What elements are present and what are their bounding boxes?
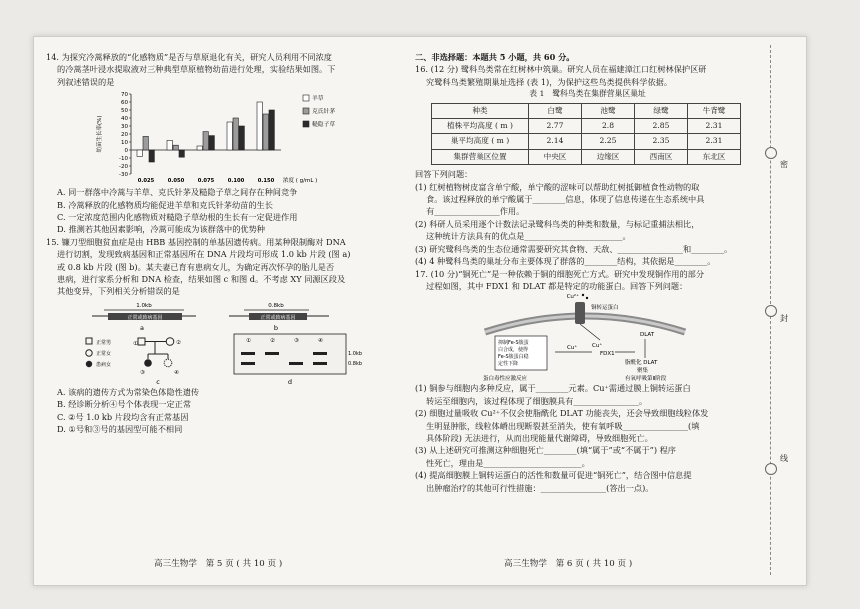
q15-option-a: A. 该病的遗传方式为常染色体隐性遗传: [57, 386, 200, 397]
bar: [257, 102, 262, 150]
fig-a-letter: a: [140, 323, 144, 332]
y-tick-label: 20: [121, 132, 128, 139]
table-cell: 中央区: [529, 149, 582, 164]
gel-lane-3: ③: [294, 337, 299, 344]
q15-option-b: B. 经诊断分析④号个体表现一定正常: [57, 399, 192, 410]
y-tick-label: 0: [124, 148, 128, 155]
table-header: 绿鹭: [635, 103, 688, 118]
q14-stem-2: 的冷蒿茎叶浸水提取液对三种典型草原植物幼苗进行处理，实验结果如图。下: [57, 64, 336, 75]
x-tick-label: 0.025: [137, 178, 155, 185]
q15-option-d: D. ①号和③号的基因型可能不相同: [57, 424, 183, 435]
q15-stem-2: 进行切割，发现致病基因和正常基因所在 DNA 片段均可形成 1.0 kb 片段 (图 a): [57, 249, 351, 260]
bar: [179, 150, 184, 157]
x-tick-label: 0.150: [257, 178, 275, 185]
q14-option-d: D. 推测若其他因素影响，冷蒿可能成为该群落中的优势种: [57, 224, 265, 235]
gel-band: [289, 362, 303, 365]
bar: [209, 136, 214, 150]
pedigree-num-2: ②: [176, 339, 181, 346]
x-tick-label: 0.075: [197, 178, 215, 185]
y-tick-label: 10: [121, 140, 128, 147]
q15-stem-1: 15. 镰刀型细胞贫血症是由 HBB 基因控制的单基因遗传病。用某种限制酶对 DNA: [46, 236, 346, 247]
copper-transporter: [575, 302, 585, 324]
x-tick-label: 0.100: [227, 178, 245, 185]
table-cell: 2.8: [582, 119, 635, 134]
legend-normal-female: 正常女: [96, 350, 112, 357]
q17-sub-4b: 出肿瘤治疗的其他可行性措施：________________(答出一点)。: [426, 482, 654, 493]
agg-label: 脂酰化 DLAT: [625, 360, 658, 367]
band-label-1kb: 1.0kb: [348, 350, 363, 357]
y-axis-label: 幼苗生长率(%): [97, 115, 103, 153]
gel-band: [313, 362, 327, 365]
pedigree-2: [166, 338, 174, 346]
pedigree-1: [138, 338, 145, 345]
q17-stem-1: 17. (10 分)“铜死亡”是一种依赖于铜的细胞死亡方式。研究中发现铜作用的部分: [415, 268, 705, 279]
table-cell: 2.35: [635, 134, 688, 149]
bar: [149, 150, 154, 162]
bar: [263, 114, 268, 150]
table-header: 池鹭: [582, 103, 635, 118]
q15-stem-3: 或 0.8 kb 片段 (图 b)。某夫妻已育有患病女儿，为确定再次怀孕的胎儿是否: [57, 261, 335, 272]
margin-mark: 密: [780, 160, 788, 169]
table-cell: 2.31: [688, 119, 741, 134]
left-outcome: 蛋白毒性应激反应: [483, 376, 528, 383]
table-cell: 2.77: [529, 119, 582, 134]
table-header: 牛背鹭: [688, 103, 741, 118]
y-tick-label: -30: [119, 172, 128, 179]
pedigree-num-1: ①: [133, 340, 138, 347]
band-label-08kb: 0.8kb: [348, 360, 363, 367]
gel-band: [313, 352, 327, 355]
pedigree-4: [164, 359, 172, 367]
legend-label: 克氏针茅: [312, 109, 336, 116]
bar: [233, 118, 238, 150]
q16-sub-4: (4) 4 种鹭科鸟类的巢址分布主要体现了群落的________结构，其依据是________。: [415, 256, 716, 267]
bar: [197, 146, 202, 150]
q14-bar-chart: [91, 88, 381, 186]
table-header-row: [432, 103, 741, 118]
footer-right: 高三生物学 第 6 页 ( 共 10 页 ): [504, 559, 633, 569]
binding-hole: [765, 463, 777, 475]
q14-stem-3: 列叙述错误的是: [57, 76, 115, 87]
left-column: [46, 51, 391, 436]
table-cell: 2.85: [635, 119, 688, 134]
legend-affected-female-symbol: [86, 361, 92, 367]
legend-normal-male-symbol: [86, 338, 92, 344]
cu-plus-label: Cu⁺: [592, 343, 603, 350]
legend-swatch: [303, 95, 309, 101]
x-axis-label: 浓度 ( g/mL ): [283, 178, 318, 185]
q16-sub-1b: 食。该过程释放的单宁酸属于________信息，体现了信息传递在生态系统中具: [426, 194, 705, 205]
table-cell: 巢平均高度 ( m ): [432, 134, 529, 149]
y-tick-label: 30: [121, 124, 128, 131]
table-cell: 集群营巢区位置: [432, 149, 529, 164]
y-tick-label: 70: [121, 92, 128, 99]
q15-stem-5: 其他变异，下列相关分析错误的是: [57, 286, 180, 297]
table-header: 白鹭: [529, 103, 582, 118]
bar: [137, 150, 142, 156]
agg-label-2: 聚集: [637, 368, 649, 375]
y-tick-label: 50: [121, 108, 128, 115]
pedigree-3: [144, 359, 152, 367]
q17-sub-2a: (2) 细胞过量吸收 Cu²⁺不仅会使脂酰化 DLAT 功能丧失，还会导致细胞线粒体发: [415, 408, 709, 419]
table-caption: 表 1 鹭科鸟类在集群营巢区巢址: [529, 89, 646, 99]
fig-d-letter: d: [287, 377, 293, 386]
q16-stem-2: 究鹭科鸟类繁殖期巢址选择 (表 1)，为保护这些鸟类提供科学依据。: [426, 76, 673, 87]
table-cell: 2.25: [582, 134, 635, 149]
q16-sub-2b: 这种统计方法具有的优点是________________________。: [426, 231, 631, 242]
q17-sub-4a: (4) 提高细胞膜上铜转运蛋白的活性和数量可促进“铜死亡”，结合图中信息提: [415, 470, 692, 481]
q16-answer-intro: 回答下列问题：: [415, 169, 473, 180]
gel-lane-4: ④: [318, 337, 323, 344]
q14-option-c: C. 一定浓度范围内化感物质对糙隐子草幼根的生长有一定促进作用: [57, 212, 298, 223]
x-tick-label: 0.050: [167, 178, 185, 185]
bird-nest-table: [431, 103, 741, 166]
fig-b-letter: b: [273, 323, 279, 332]
fe-s-box-line-4: 定性下降: [498, 361, 519, 368]
right-column: [415, 51, 760, 494]
bar: [143, 137, 148, 151]
fig-c-letter: c: [156, 377, 160, 386]
q16-sub-3: (3) 研究鹭科鸟类的生态位通常需要研究其食物、天敌、________________和________。: [415, 243, 733, 254]
q17-sub-3b: 性死亡，理由是________________________。: [426, 457, 590, 468]
q14-option-a: A. 同一群落中冷蒿与羊草、克氏针茅及糙隐子草之间存在种间竞争: [57, 187, 298, 198]
q17-sub-1a: (1) 铜参与细胞内多种反应，属于________元素。Cu⁺需通过膜上铜转运蛋白: [415, 383, 691, 394]
q17-sub-1b: 转运至细胞内，该过程体现了细胞膜具有________________。: [426, 395, 648, 406]
table-cell: 2.14: [529, 134, 582, 149]
bar: [227, 122, 232, 150]
margin-mark: 封: [780, 314, 788, 323]
bar: [167, 141, 172, 151]
legend-affected-female: 患病女: [96, 361, 112, 368]
y-tick-label: 60: [121, 100, 128, 107]
fig-b-gene-label: 正常或致病基因: [260, 314, 296, 321]
legend-swatch: [303, 108, 309, 114]
q16-sub-1c: 有________________作用。: [426, 206, 525, 217]
q17-sub-2c: 具体阶段) 无法进行，从而出现能量代谢障碍，导致细胞死亡。: [426, 432, 653, 443]
y-tick-label: 40: [121, 116, 128, 123]
q16-sub-1a: (1) 红树植物树皮富含单宁酸，单宁酸的涩味可以帮助红树抵御植食性动物的取: [415, 181, 700, 192]
y-tick-label: -20: [119, 164, 128, 171]
table-cell: 西南区: [635, 149, 688, 164]
fe-s-box-line-3: Fe-S簇蛋白稳: [498, 354, 529, 361]
exam-sheet: [33, 36, 807, 586]
q15-option-c: C. ②号 1.0 kb 片段均含有正常基因: [57, 411, 189, 422]
margin-mark: 线: [780, 454, 788, 463]
bar: [203, 132, 208, 150]
gel-band: [265, 352, 279, 355]
table-cell: 植株平均高度 ( m ): [432, 119, 529, 134]
q17-sub-2b: 生明显肿胀，线粒体嵴出现断裂甚至消失，使有氧呼吸________________(填: [426, 420, 700, 431]
bar: [239, 126, 244, 150]
q17-diagram: [475, 292, 775, 382]
fig-a-gene-label: 正常或致病基因: [127, 314, 163, 321]
fe-s-box-line-2: 白合成，使得: [498, 347, 529, 354]
section-heading: 二、非选择题：本题共 5 小题，共 60 分。: [415, 52, 575, 62]
legend-normal-female-symbol: [86, 350, 92, 356]
q16-sub-2a: (2) 科研人员采用逐个计数法记录鹭科鸟类的种类和数量，与标记重捕法相比，: [415, 218, 700, 229]
right-outcome: 有氧呼吸第Ⅱ阶段: [625, 376, 667, 383]
transporter-label: 铜转运蛋白: [591, 305, 619, 312]
table-row: [432, 134, 741, 149]
bar: [269, 110, 274, 150]
legend-label: 糙隐子草: [312, 122, 336, 129]
q14-option-b: B. 冷蒿释放的化感物质均能促进羊草和克氏针茅幼苗的生长: [57, 199, 273, 210]
pedigree-num-3: ③: [140, 369, 145, 376]
legend-swatch: [303, 121, 309, 127]
table-cell: 2.31: [688, 134, 741, 149]
footer-left: 高三生物学 第 5 页 ( 共 10 页 ): [154, 559, 283, 569]
bar: [173, 145, 178, 150]
gel-lane-1: ①: [246, 337, 251, 344]
q14-stem-1: 14. 为探究冷蒿释放的“化感物质”是否与草原退化有关，研究人员利用不同浓度: [46, 52, 332, 62]
table-row: [432, 119, 741, 134]
gel-band: [241, 362, 255, 365]
table-cell: 东北区: [688, 149, 741, 164]
y-tick-label: -10: [119, 156, 128, 163]
table-header: 种类: [432, 103, 529, 118]
q17-stem-2: 过程如图，其中 FDX1 和 DLAT 都是特定的功能蛋白。回答下列问题：: [426, 280, 688, 291]
q15-figure: [84, 298, 384, 386]
q15-stem-4: 患病，进行家系分析和 DNA 检查，结果如图 c 和图 d。不考虑 XY 同源区段及: [57, 274, 346, 285]
pedigree-num-4: ④: [174, 369, 179, 376]
table-row: [432, 149, 741, 164]
fig-a-size: 1.0kb: [136, 302, 152, 309]
dlat-label: DLAT: [640, 332, 655, 339]
cu-plus-label-2: Cu⁺: [567, 345, 578, 352]
table-cell: 边缘区: [582, 149, 635, 164]
binding-hole: [765, 305, 777, 317]
binding-hole: [765, 147, 777, 159]
fig-b-size: 0.8kb: [268, 302, 284, 309]
legend-label: 羊草: [312, 96, 324, 103]
q17-sub-3a: (3) 从上述研究可推测这种细胞死亡________(填“属于”或“不属于”) 程序: [415, 445, 676, 456]
gel-lane-2: ②: [270, 337, 275, 344]
cu2-label: Cu²⁺: [566, 294, 579, 301]
gel-band: [241, 352, 255, 355]
fe-s-box-line-1: 抑制Fe-S簇蛋: [498, 340, 529, 347]
q16-stem-1: 16. (12 分) 鹭科鸟类常在红树林中筑巢。研究人员在福建漳江口红树林保护区研: [415, 64, 707, 75]
fdx1-label: FDX1: [600, 351, 615, 358]
legend-normal-male: 正常男: [96, 339, 112, 346]
